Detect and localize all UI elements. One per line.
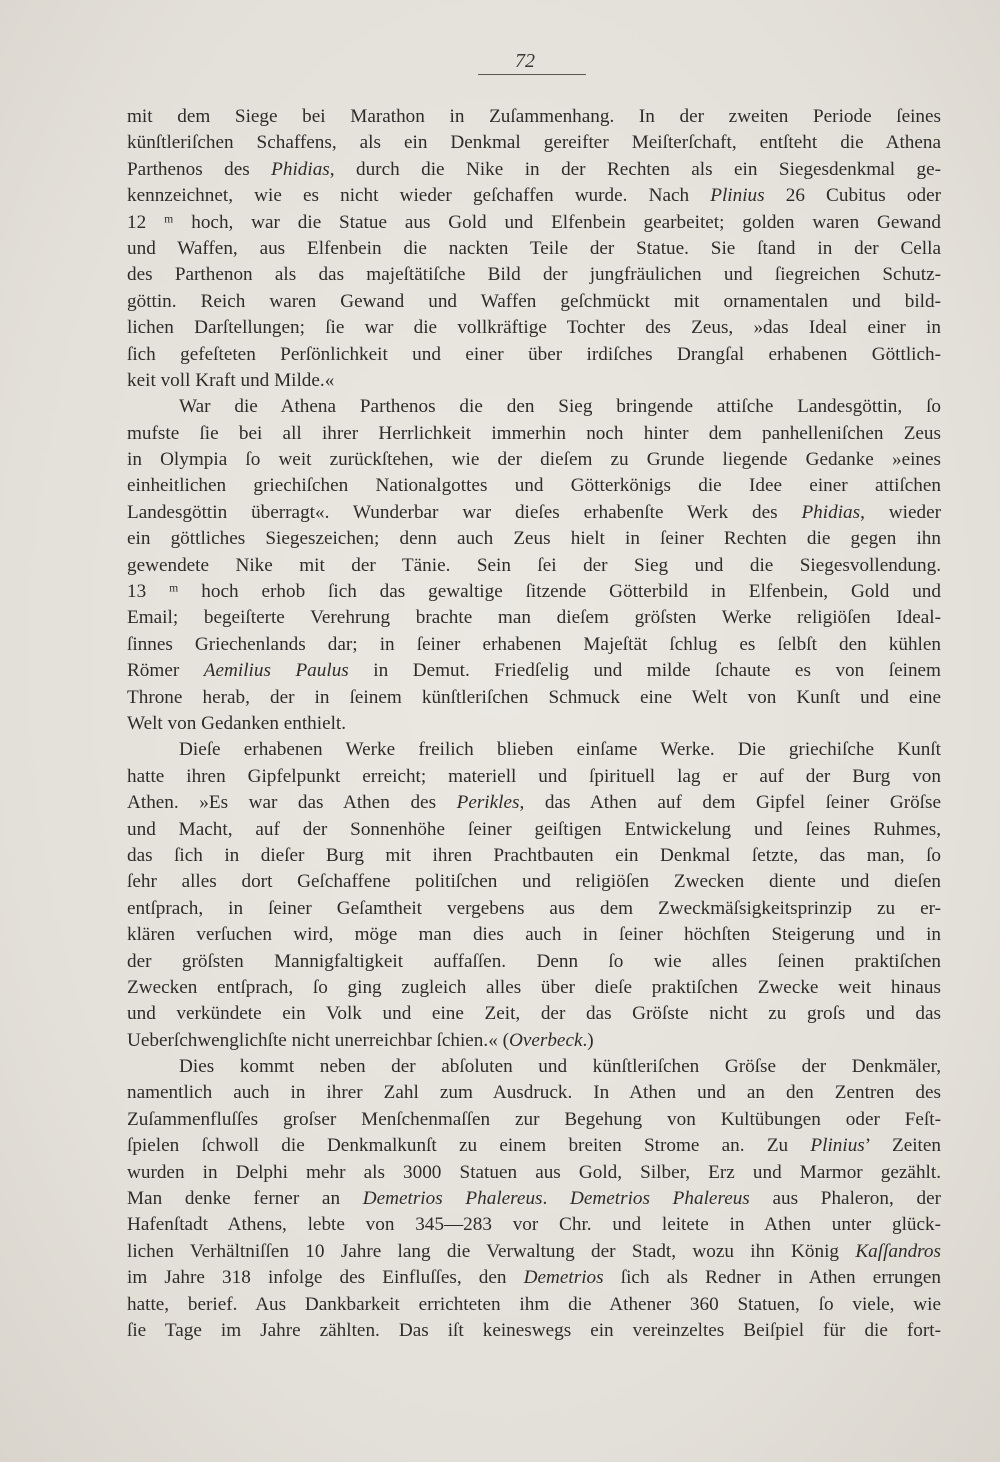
text-segment: das ſich in dieſer Burg mit ihren Prachtbauten ein Denkmal ſetzte, das man, ſo xyxy=(127,844,941,866)
text-line xyxy=(127,157,941,183)
text-segment: lichen Verhältniſſen 10 Jahre lang die Verwaltung der Stadt, wozu ihn König xyxy=(127,1240,856,1262)
text-segment: Zuſammenfluſſes groſser Menſchenmaſſen zur Begehung von Kultübungen oder Feſt- xyxy=(127,1108,941,1130)
text-line xyxy=(127,394,941,420)
text-segment: im Jahre 318 infolge des Einfluſſes, den xyxy=(127,1267,524,1289)
text-segment: Dieſe erhabenen Werke freilich blieben einſame Werke. Die griechiſche Kunſt xyxy=(179,739,941,761)
italic-name: Kaſſandros xyxy=(855,1240,941,1262)
text-line xyxy=(127,605,941,631)
text-segment: und Macht, auf der Sonnenhöhe ſeiner geiſtigen Entwickelung und ſeines Ruhmes, xyxy=(127,818,941,840)
text-segment: ſich gefeſteten Perſönlichkeit und einer über irdiſches Drangſal erhabenen Göttlich- xyxy=(127,343,941,365)
text-segment: , das Athen auf dem Gipfel ſeiner Gröſse xyxy=(519,792,941,814)
text-segment: Welt von Gedanken enthielt. xyxy=(127,712,347,734)
italic-name: Aemilius Paulus xyxy=(203,660,349,682)
italic-name: Phidias xyxy=(801,501,861,523)
text-line xyxy=(127,447,941,473)
text-line xyxy=(127,1054,941,1080)
text-segment: keit voll Kraft und Milde.« xyxy=(127,369,335,391)
italic-name: Demetrios Phalereus xyxy=(362,1188,543,1210)
text-segment: ’ Zeiten xyxy=(864,1135,941,1157)
text-line xyxy=(127,658,941,684)
text-segment: 26 Cubitus oder xyxy=(764,185,941,207)
text-segment: des Parthenon als das majeſtätiſche Bild der jungfräulichen und ſiegreichen Schutz- xyxy=(127,264,941,286)
text-line xyxy=(127,130,941,156)
text-line xyxy=(127,236,941,262)
text-line xyxy=(127,1107,941,1133)
text-segment: lichen Darſtellungen; ſie war die vollkräftige Tochter des Zeus, »das Ideal einer in xyxy=(127,317,941,339)
text-segment: gewendete Nike mit der Tänie. Sein ſei der Sieg und die Siegesvollendung. xyxy=(127,554,941,576)
text-line xyxy=(127,315,941,341)
text-line xyxy=(127,210,941,236)
text-line xyxy=(127,1292,941,1318)
italic-name: Demetrios Phalereus xyxy=(570,1188,750,1210)
text-line xyxy=(127,104,941,130)
text-line xyxy=(127,1001,941,1027)
text-segment: Römer xyxy=(127,660,204,682)
text-line xyxy=(127,764,941,790)
text-segment: ſpielen ſchwoll die Denkmalkunſt zu einem breiten Strome an. Zu xyxy=(127,1135,811,1157)
text-line xyxy=(127,183,941,209)
page-number-rule xyxy=(478,74,586,75)
text-segment: und Waffen, aus Elfenbein die nackten Teile der Statue. Sie ſtand in der Cella xyxy=(127,237,941,259)
text-line xyxy=(127,579,941,605)
text-segment: Landesgöttin überragt«. Wunderbar war dieſes erhabenſte Werk des xyxy=(127,501,802,523)
text-segment: entſprach, in ſeiner Geſamtheit vergebens aus dem Zweckmäſsigkeitsprinzip zu er- xyxy=(127,897,941,919)
italic-name: Overbeck xyxy=(508,1029,583,1051)
text-segment: in Olympia ſo weit zurückſtehen, wie der dieſem zu Grunde liegende Gedanke »eines xyxy=(127,449,941,471)
text-line xyxy=(127,737,941,763)
text-segment: ſich als Redner in Athen errungen xyxy=(603,1267,941,1289)
text-segment: kennzeichnet, wie es nicht wieder geſchaffen wurde. Nach xyxy=(127,185,711,207)
text-line xyxy=(127,817,941,843)
italic-name: Plinius xyxy=(710,185,765,207)
text-line xyxy=(127,975,941,1001)
text-segment: Email; begeiſterte Verehrung brachte man dieſem gröſsten Werke religiöſen Ideal- xyxy=(127,607,941,629)
text-line xyxy=(127,869,941,895)
italic-name: Phidias xyxy=(271,158,330,180)
text-line xyxy=(127,289,941,315)
text-line xyxy=(127,790,941,816)
text-segment: mufste ſie bei all ihrer Herrlichkeit immerhin noch hinter dem panhelleniſchen Zeus xyxy=(127,422,941,444)
text-segment: .) xyxy=(582,1029,594,1051)
italic-name: Perikles xyxy=(456,792,520,814)
text-line xyxy=(127,1212,941,1238)
text-segment: einheitlichen griechiſchen Nationalgottes und Götterkönigs die Idee einer attiſchen xyxy=(127,475,941,497)
text-segment: in Demut. Friedſelig und milde ſchaute es von ſeinem xyxy=(348,660,941,682)
text-segment: Throne herab, der in ſeinem künſtleriſchen Schmuck eine Welt von Kunſt und eine xyxy=(127,686,941,708)
text-line xyxy=(127,1160,941,1186)
text-segment: wurden in Delphi mehr als 3000 Statuen aus Gold, Silber, Erz und Marmor gezählt. xyxy=(127,1161,941,1183)
text-segment: Hafenſtadt Athens, lebte von 345—283 vor Chr. und leitete in Athen unter glück- xyxy=(127,1214,941,1236)
text-segment: Man denke ferner an xyxy=(127,1188,363,1210)
text-line xyxy=(127,1133,941,1159)
text-segment: 13 ᵐ hoch erhob ſich das gewaltige ſitzende Götterbild in Elfenbein, Gold und xyxy=(127,581,941,603)
page-number: 72 xyxy=(515,50,535,72)
text-line xyxy=(127,526,941,552)
text-segment: Zwecken entſprach, ſo ging zugleich alles über dieſe praktiſchen Zwecke weit hinaus xyxy=(127,976,941,998)
text-line xyxy=(127,685,941,711)
text-segment: künſtleriſchen Schaffens, als ein Denkmal gereifter Meiſterſchaft, entſteht die Athena xyxy=(127,132,941,154)
text-segment: mit dem Siege bei Marathon in Zuſammenhang. In der zweiten Periode ſeines xyxy=(127,106,941,127)
text-segment: ſie Tage im Jahre zählten. Das iſt keineswegs ein vereinzeltes Beiſpiel für die fort- xyxy=(127,1319,941,1341)
text-segment: War die Athena Parthenos die den Sieg bringende attiſche Landesgöttin, ſo xyxy=(179,396,941,418)
text-line xyxy=(127,553,941,579)
text-segment: und verkündete ein Volk und eine Zeit, der das Gröſste nicht zu groſs und das xyxy=(127,1003,941,1025)
text-segment: ſehr alles dort Geſchaffene politiſchen und religiöſen Zwecken diente und dieſen xyxy=(127,871,941,893)
text-segment: Athen. »Es war das Athen des xyxy=(127,792,457,814)
text-segment: Dies kommt neben der abſoluten und künſtleriſchen Gröſse der Denkmäler, xyxy=(179,1056,941,1078)
text-segment: aus Phaleron, der xyxy=(749,1188,941,1210)
text-line xyxy=(127,632,941,658)
text-line xyxy=(127,262,941,288)
text-line xyxy=(127,949,941,975)
text-segment: . xyxy=(542,1188,571,1210)
text-segment: der gröſsten Mannigfaltigkeit auffaſſen. Denn ſo wie alles ſeinen praktiſchen xyxy=(127,950,941,972)
text-line xyxy=(127,1028,941,1054)
text-segment: göttin. Reich waren Gewand und Waffen geſchmückt mit ornamentalen und bild- xyxy=(127,290,941,312)
text-segment: Ueberſchwenglichſte nicht unerreichbar ſchien.« ( xyxy=(127,1029,509,1051)
text-line xyxy=(127,368,941,394)
text-line xyxy=(127,711,941,737)
text-line xyxy=(127,1080,941,1106)
text-line xyxy=(127,1186,941,1212)
text-segment: Parthenos des xyxy=(127,158,272,180)
text-segment: hatte, berief. Aus Dankbarkeit errichteten ihm die Athener 360 Statuen, ſo viele, wie xyxy=(127,1293,941,1315)
text-segment: 12 ᵐ hoch, war die Statue aus Gold und Elfenbein gearbeitet; golden waren Gewand xyxy=(127,211,941,233)
text-line xyxy=(127,500,941,526)
body-text xyxy=(127,104,941,1344)
text-line xyxy=(127,1318,941,1344)
italic-name: Plinius xyxy=(810,1135,865,1157)
text-segment: ein göttliches Siegeszeichen; denn auch Zeus hielt in ſeiner Rechten die gegen ihn xyxy=(127,528,941,550)
text-segment: namentlich auch in ihrer Zahl zum Ausdruck. In Athen und an den Zentren des xyxy=(127,1082,941,1104)
text-segment: , durch die Nike in der Rechten als ein Siegesdenkmal ge- xyxy=(329,158,941,180)
text-line xyxy=(127,896,941,922)
text-line xyxy=(127,1265,941,1291)
text-line xyxy=(127,421,941,447)
text-line xyxy=(127,473,941,499)
text-line xyxy=(127,843,941,869)
italic-name: Demetrios xyxy=(523,1267,604,1289)
text-segment: klären verſuchen wird, möge man dies auch in ſeiner höchſten Steigerung und in xyxy=(127,924,941,946)
text-segment: ſinnes Griechenlands dar; in ſeiner erhabenen Majeſtät ſchlug es ſelbſt den kühlen xyxy=(127,633,941,655)
text-line xyxy=(127,922,941,948)
text-segment: hatte ihren Gipfelpunkt erreicht; materiell und ſpirituell lag er auf der Burg von xyxy=(127,765,941,787)
text-line xyxy=(127,342,941,368)
text-line xyxy=(127,1239,941,1265)
text-segment: , wieder xyxy=(860,501,941,523)
